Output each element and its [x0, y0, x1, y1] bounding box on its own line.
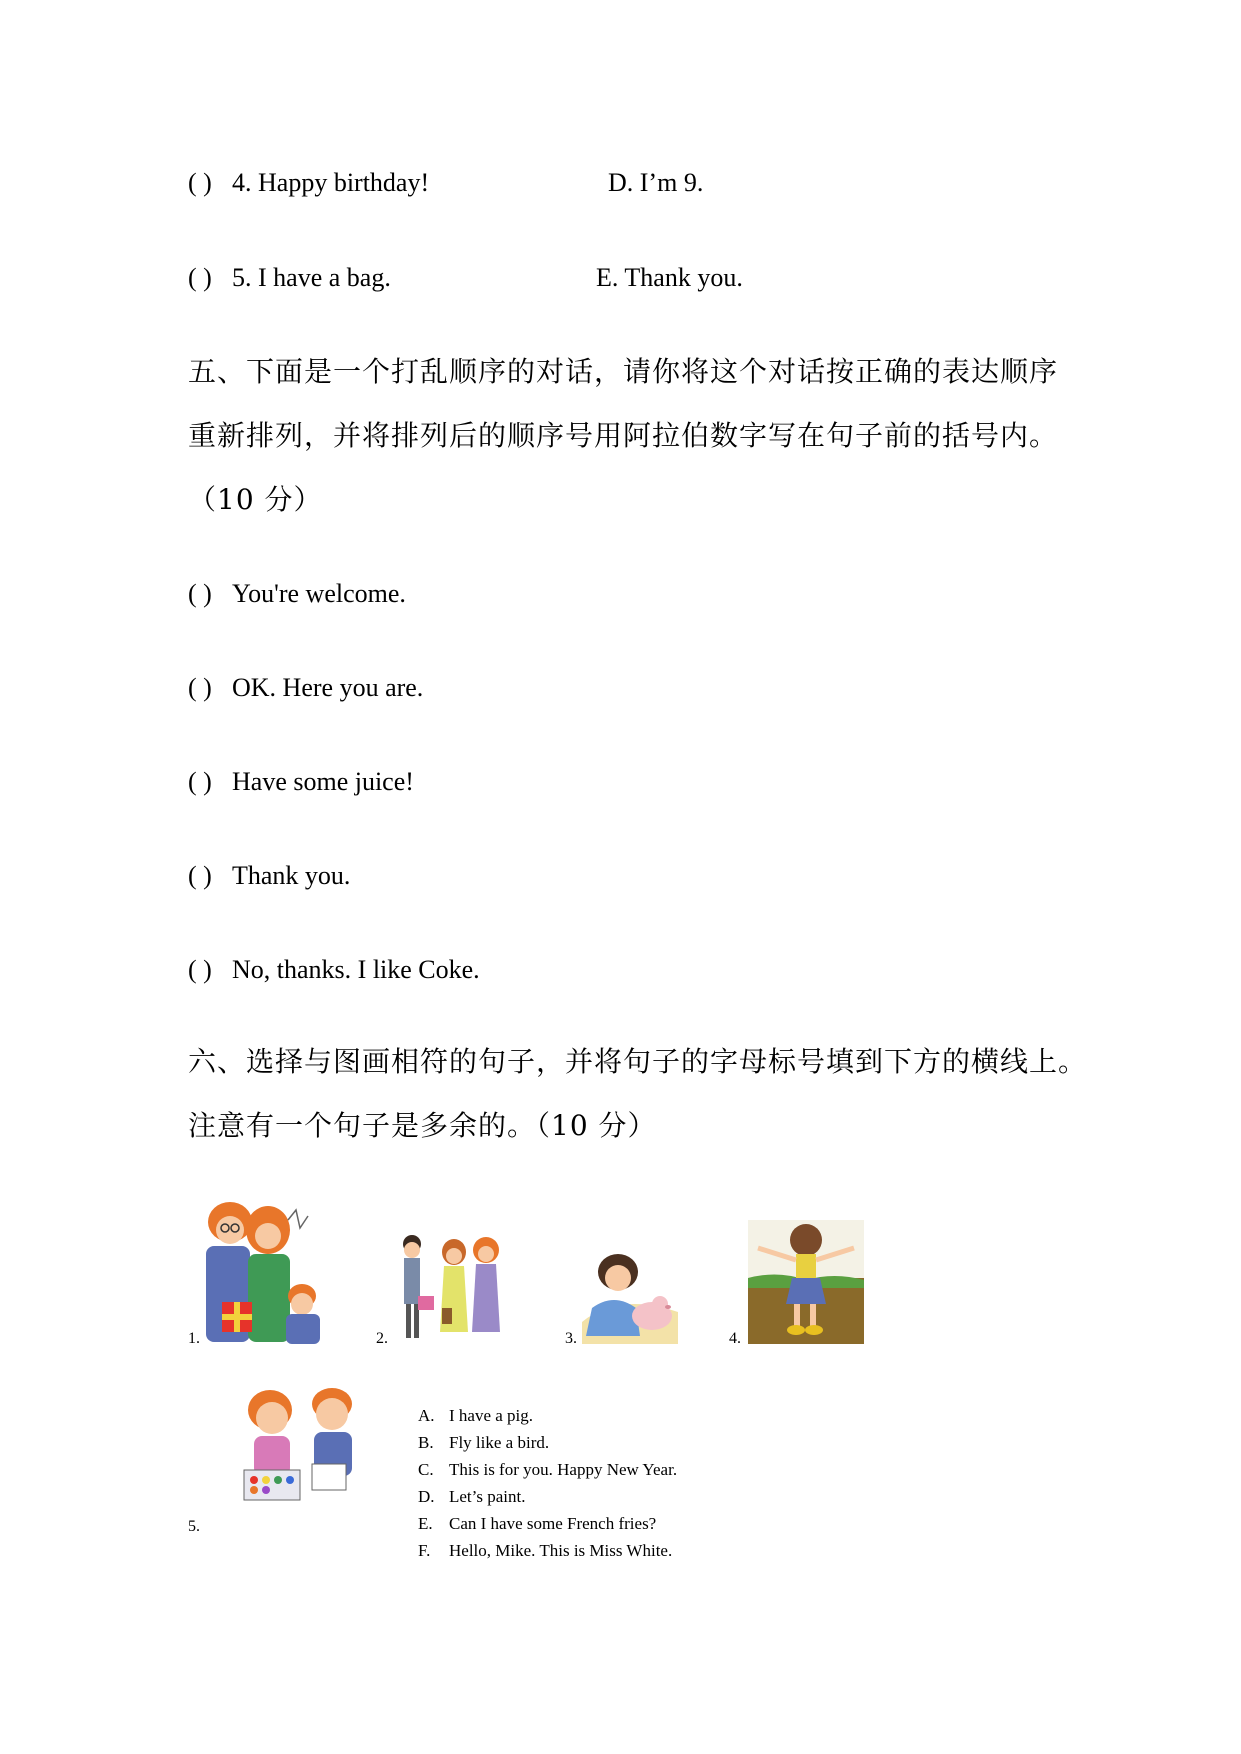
answer-bracket[interactable]: ( ) — [188, 955, 212, 984]
family-gift-picture — [200, 1200, 328, 1346]
sentence-option — [418, 1429, 677, 1456]
answer-bracket[interactable]: ( ) — [188, 767, 212, 796]
option-text: Can I have some French fries? — [449, 1514, 657, 1533]
sentence-option — [418, 1483, 677, 1510]
picture-number: 5. — [188, 1518, 200, 1535]
answer-bracket[interactable]: ( ) — [188, 673, 212, 702]
sentence-option — [418, 1456, 677, 1483]
option-text: I have a pig. — [449, 1406, 534, 1425]
answer-bracket[interactable]: ( ) — [188, 263, 212, 292]
dialogue-text: Have some juice! — [232, 767, 414, 796]
kids-painting-picture — [236, 1380, 370, 1504]
section6-title-line1: 六、选择与图画相符的句子，并将句子的字母标号填到下方的横线上。 — [188, 1045, 1088, 1078]
picture-number: 4. — [729, 1330, 741, 1347]
dialogue-item — [188, 675, 423, 701]
option-text: Let’s paint. — [449, 1487, 526, 1506]
answer-option: E. Thank you. — [596, 263, 743, 292]
option-key: F. — [418, 1541, 431, 1560]
option-key: E. — [418, 1514, 433, 1533]
option-text: This is for you. Happy New Year. — [449, 1460, 678, 1479]
girl-with-pig-picture — [578, 1252, 682, 1344]
sentence-option — [418, 1402, 677, 1429]
option-key: C. — [418, 1460, 434, 1479]
dialogue-text: Thank you. — [232, 861, 351, 890]
question-text: 5. I have a bag. — [232, 263, 391, 292]
picture-number: 1. — [188, 1330, 200, 1347]
dialogue-item — [188, 957, 480, 983]
answer-bracket[interactable]: ( ) — [188, 861, 212, 890]
teachers-greeting-picture — [390, 1232, 510, 1344]
dialogue-text: OK. Here you are. — [232, 673, 424, 702]
picture-number: 2. — [376, 1330, 388, 1347]
section5-title-line1: 五、下面是一个打乱顺序的对话，请你将这个对话按正确的表达顺序 — [188, 355, 1059, 388]
dialogue-text: No, thanks. I like Coke. — [232, 955, 480, 984]
answer-option: D. I’m 9. — [608, 168, 704, 197]
sentence-option — [418, 1510, 677, 1537]
question-text: 4. Happy birthday! — [232, 168, 430, 197]
option-key: A. — [418, 1406, 435, 1425]
dialogue-item — [188, 769, 414, 795]
section6-title-line2: 注意有一个句子是多余的。（10 分） — [188, 1109, 657, 1142]
matching-row — [188, 265, 391, 291]
option-key: D. — [418, 1487, 435, 1506]
option-text: Fly like a bird. — [449, 1433, 550, 1452]
answer-bracket[interactable]: ( ) — [188, 168, 212, 197]
dialogue-item — [188, 581, 406, 607]
dialogue-item — [188, 863, 350, 889]
girl-flying-picture — [748, 1220, 864, 1344]
sentence-option — [418, 1537, 677, 1564]
answer-bracket[interactable]: ( ) — [188, 579, 212, 608]
sentence-options — [418, 1402, 677, 1564]
matching-row — [188, 170, 429, 196]
section5-title-line2: 重新排列，并将排列后的顺序号用阿拉伯数字写在句子前的括号内。 — [188, 419, 1059, 452]
option-text: Hello, Mike. This is Miss White. — [449, 1541, 673, 1560]
picture-number: 3. — [565, 1330, 577, 1347]
dialogue-text: You're welcome. — [232, 579, 406, 608]
option-key: B. — [418, 1433, 434, 1452]
section5-title-line3: （10 分） — [188, 483, 323, 516]
